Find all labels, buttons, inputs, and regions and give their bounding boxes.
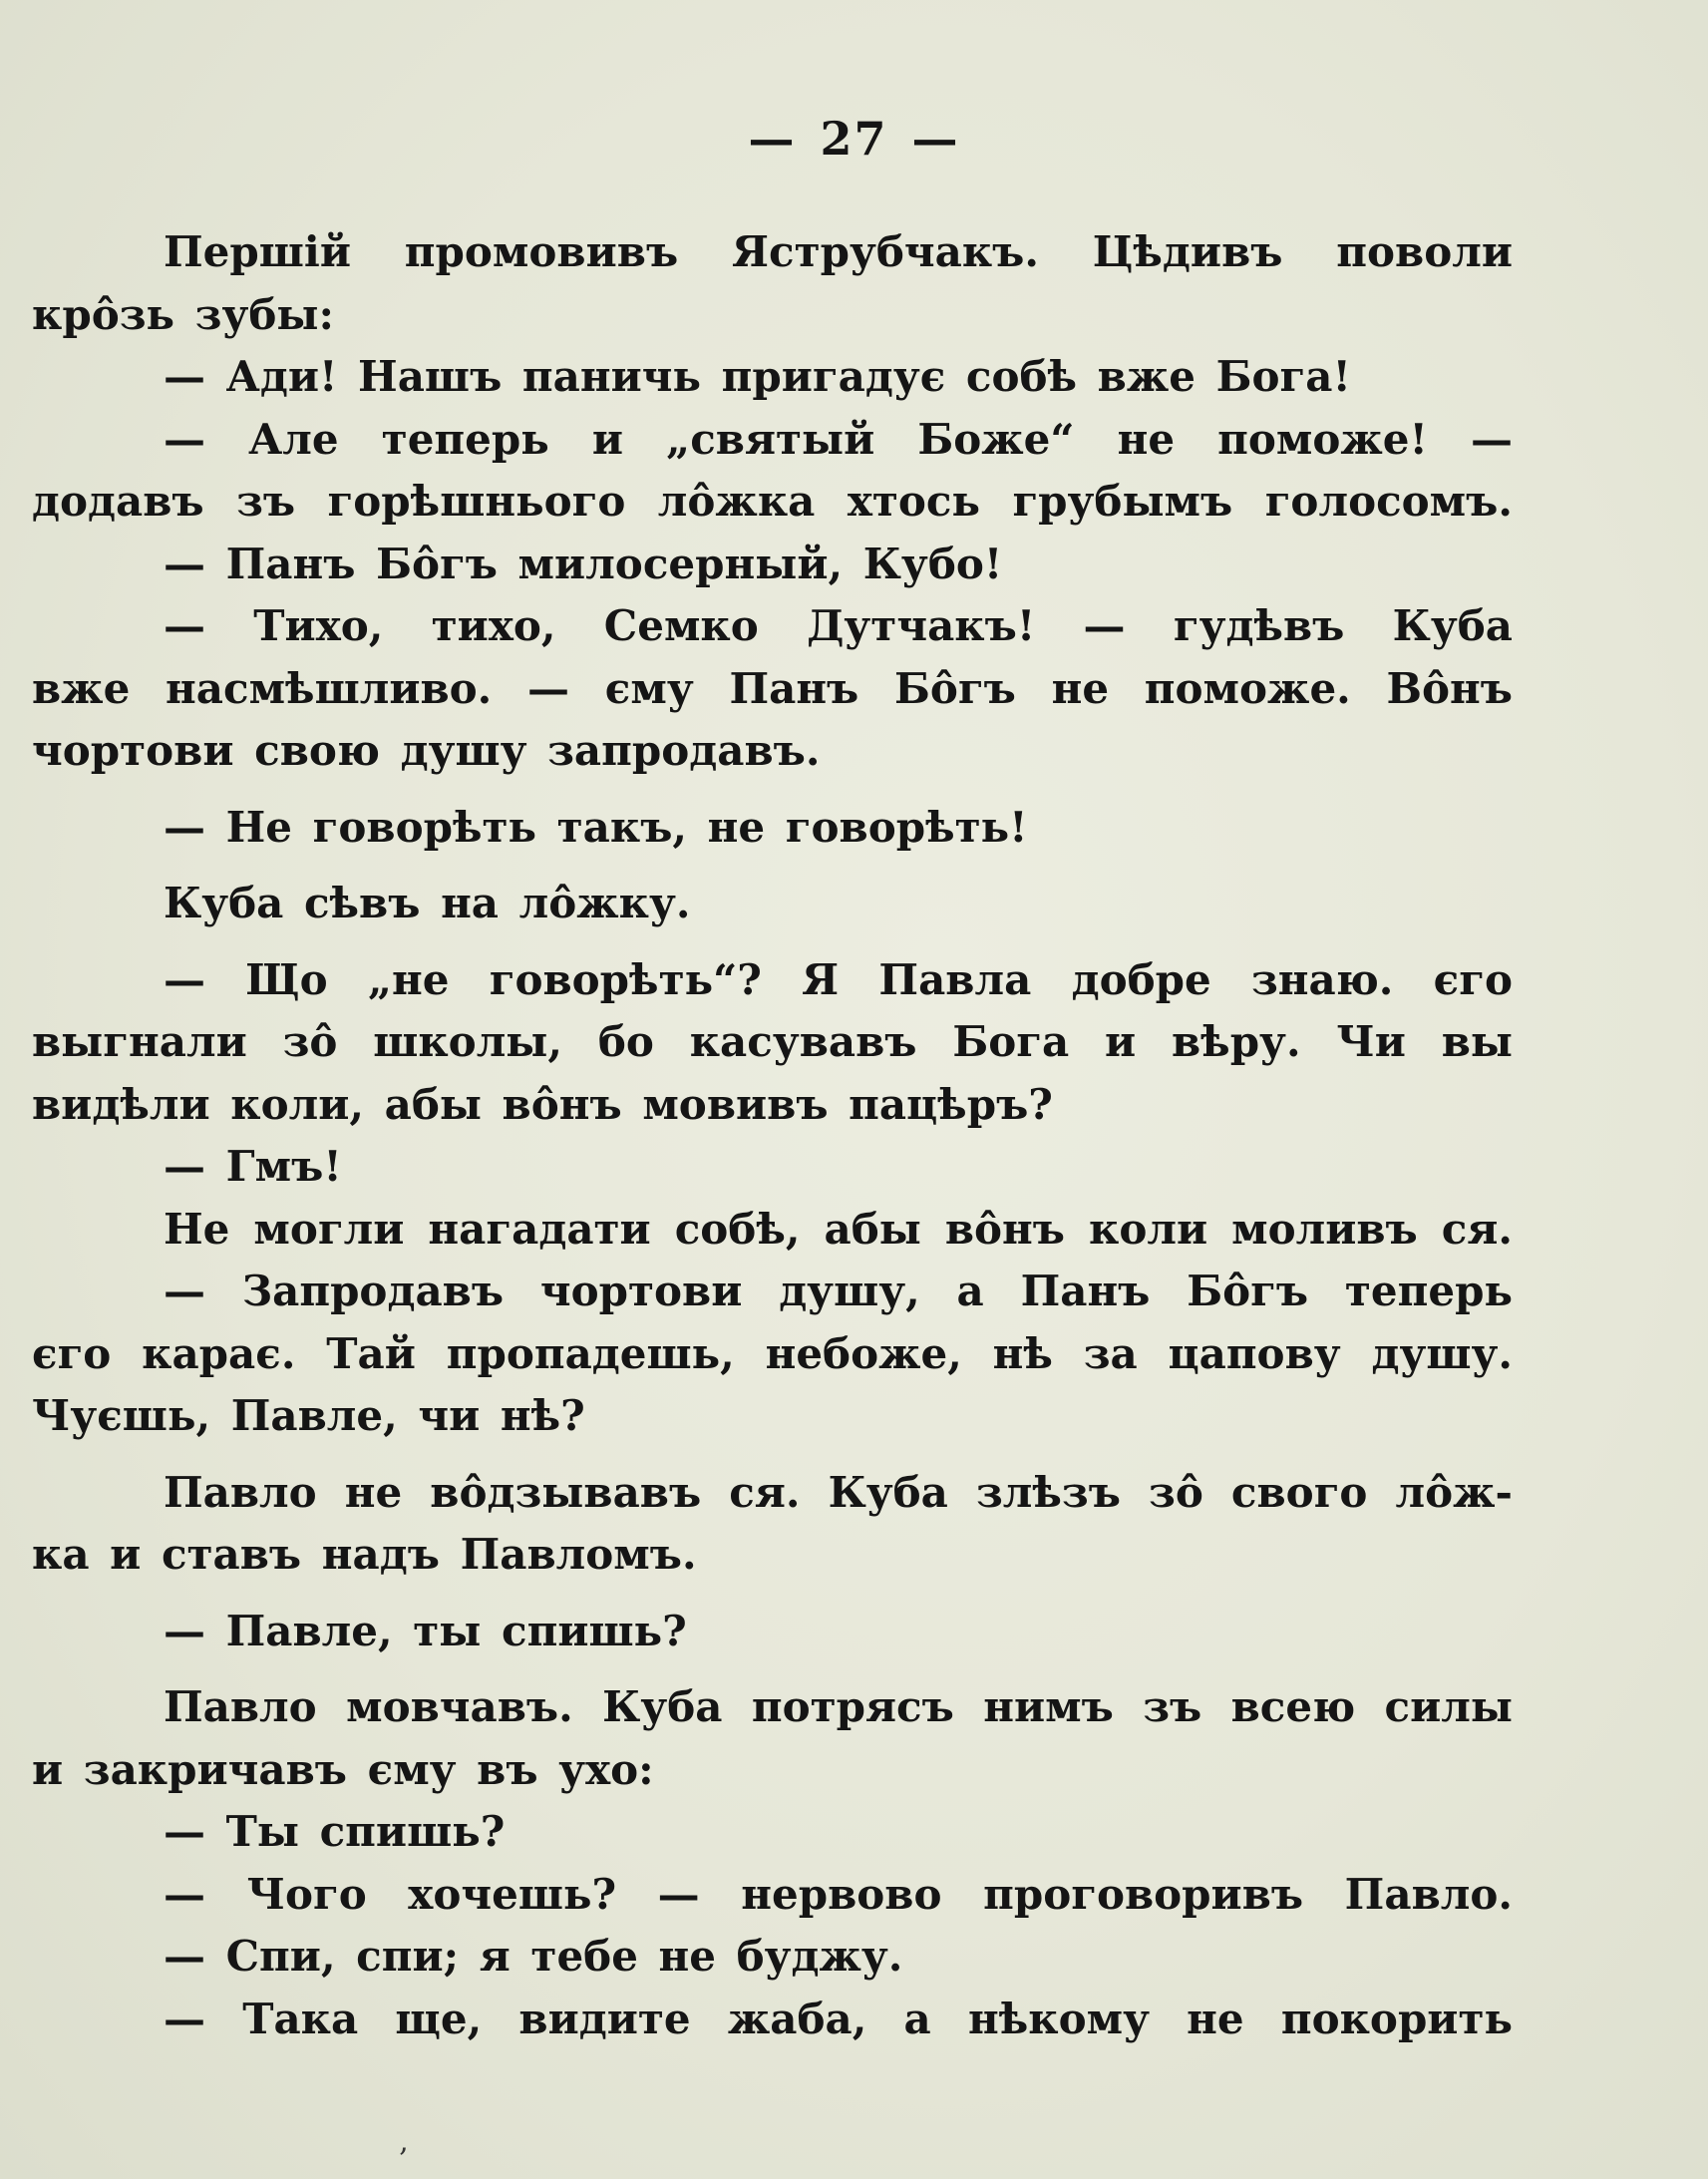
text-line: чортови свою душу запродавъ.: [32, 726, 821, 775]
text-line: крôзь зубы:: [32, 289, 334, 339]
text-line: вже насмѣшливо. — єму Панъ Бôгъ не поможе. Вôнъ: [32, 663, 1513, 713]
text-line: и закричавъ єму въ ухо:: [32, 1744, 654, 1794]
text-line: — Така ще, видите жаба, а нѣкому не покорить: [164, 1994, 1513, 2043]
text-line: Куба сѣвъ на лôжку.: [164, 879, 691, 927]
page-number-dash-right: —: [911, 112, 960, 166]
page-number-header: [0, 112, 1708, 166]
page-number-dash-left: —: [748, 112, 797, 166]
text-line: єго карає. Тай пропадешь, небоже, нѣ за цапову душу.: [32, 1328, 1513, 1378]
text-line: — Запродавъ чортови душу, а Панъ Бôгъ теперь: [164, 1267, 1513, 1315]
text-line: додавъ зъ горѣшнього лôжка хтось грубымъ голосомъ.: [32, 477, 1513, 526]
page-number: 27: [820, 112, 888, 166]
text-line: Не могли нагадати собѣ, абы вôнъ коли моливъ ся.: [164, 1204, 1513, 1254]
text-line: видѣли коли, абы вôнъ мовивъ пацѣръ?: [32, 1079, 1053, 1129]
text-line: — Тихо, тихо, Семко Дутчакъ! — гудѣвъ Куба: [164, 601, 1513, 650]
text-line: — Павле, ты спишь?: [164, 1606, 687, 1655]
text-line: — Що „не говорѣть“? Я Павла добре знаю. єго: [164, 954, 1513, 1004]
page-text: [32, 221, 1513, 2050]
text-line: ка и ставъ надъ Павломъ.: [32, 1530, 697, 1579]
text-line: — Не говорѣть такъ, не говорѣть!: [164, 802, 1028, 852]
text-line: Павло мовчавъ. Куба потрясъ нимъ зъ всею силы: [164, 1682, 1513, 1731]
text-line: — Гмъ!: [164, 1142, 342, 1191]
text-line: Павло не вôдзывавъ ся. Куба злѣзъ зô свого лôж-: [164, 1467, 1513, 1517]
text-line: Чуєшь, Павле, чи нѣ?: [32, 1391, 585, 1440]
bottom-print-mark: ‚: [399, 2124, 409, 2159]
text-line: — Панъ Бôгъ милосерный, Кубо!: [164, 539, 1003, 588]
text-line: Першій промовивъ Яструбчакъ. Цѣдивъ поволи: [164, 227, 1513, 276]
text-line: — Ты спишь?: [164, 1807, 506, 1856]
text-line: — Ади! Нашъ паничь пригадує собѣ вже Бога!: [164, 352, 1351, 401]
text-line: — Але теперь и „святый Боже“ не поможе! —: [164, 414, 1513, 464]
text-line: — Спи, спи; я тебе не буджу.: [164, 1932, 903, 1981]
text-line: — Чого хочешь? — нервово проговоривъ Павло.: [164, 1869, 1513, 1919]
text-line: выгнали зô школы, бо касувавъ Бога и вѣру. Чи вы: [32, 1017, 1513, 1066]
